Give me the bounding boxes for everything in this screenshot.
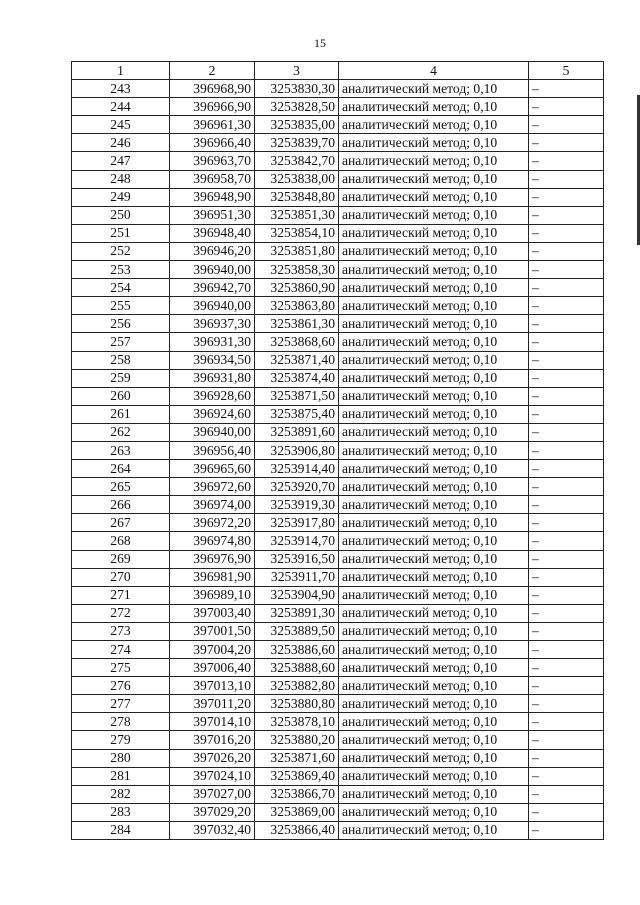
method-accuracy-cell: аналитический метод; 0,10 bbox=[339, 152, 529, 170]
x-coordinate-cell: 396961,30 bbox=[170, 116, 255, 134]
notes-cell: – bbox=[529, 478, 604, 496]
notes-cell: – bbox=[529, 677, 604, 695]
y-coordinate-cell: 3253838,00 bbox=[255, 170, 339, 188]
point-number-cell: 268 bbox=[72, 532, 170, 550]
method-accuracy-cell: аналитический метод; 0,10 bbox=[339, 315, 529, 333]
table-row bbox=[72, 568, 604, 586]
notes-cell: – bbox=[529, 351, 604, 369]
x-coordinate-cell: 396966,40 bbox=[170, 134, 255, 152]
point-number-cell: 258 bbox=[72, 351, 170, 369]
y-coordinate-cell: 3253889,50 bbox=[255, 622, 339, 640]
method-accuracy-cell: аналитический метод; 0,10 bbox=[339, 224, 529, 242]
notes-cell: – bbox=[529, 767, 604, 785]
page-number: 15 bbox=[314, 36, 326, 50]
y-coordinate-cell: 3253891,60 bbox=[255, 423, 339, 441]
point-number-cell: 261 bbox=[72, 405, 170, 423]
method-accuracy-cell: аналитический метод; 0,10 bbox=[339, 586, 529, 604]
point-number-cell: 269 bbox=[72, 550, 170, 568]
point-number-cell: 278 bbox=[72, 713, 170, 731]
method-accuracy-cell: аналитический метод; 0,10 bbox=[339, 80, 529, 98]
point-number-cell: 272 bbox=[72, 604, 170, 622]
table-row bbox=[72, 496, 604, 514]
notes-cell: – bbox=[529, 460, 604, 478]
y-coordinate-cell: 3253854,10 bbox=[255, 224, 339, 242]
method-accuracy-cell: аналитический метод; 0,10 bbox=[339, 441, 529, 459]
notes-cell: – bbox=[529, 333, 604, 351]
y-coordinate-cell: 3253888,60 bbox=[255, 659, 339, 677]
point-number-cell: 274 bbox=[72, 641, 170, 659]
table-row bbox=[72, 749, 604, 767]
table-row bbox=[72, 152, 604, 170]
method-accuracy-cell: аналитический метод; 0,10 bbox=[339, 242, 529, 260]
table-row bbox=[72, 188, 604, 206]
table-row bbox=[72, 297, 604, 315]
method-accuracy-cell: аналитический метод; 0,10 bbox=[339, 767, 529, 785]
x-coordinate-cell: 396974,80 bbox=[170, 532, 255, 550]
method-accuracy-cell: аналитический метод; 0,10 bbox=[339, 170, 529, 188]
table-row bbox=[72, 641, 604, 659]
notes-cell: – bbox=[529, 261, 604, 279]
method-accuracy-cell: аналитический метод; 0,10 bbox=[339, 496, 529, 514]
table-row bbox=[72, 206, 604, 224]
x-coordinate-cell: 396940,00 bbox=[170, 261, 255, 279]
method-accuracy-cell: аналитический метод; 0,10 bbox=[339, 568, 529, 586]
method-accuracy-cell: аналитический метод; 0,10 bbox=[339, 677, 529, 695]
notes-cell: – bbox=[529, 622, 604, 640]
table-row bbox=[72, 677, 604, 695]
x-coordinate-cell: 396968,90 bbox=[170, 80, 255, 98]
table-row bbox=[72, 441, 604, 459]
notes-cell: – bbox=[529, 514, 604, 532]
point-number-cell: 270 bbox=[72, 568, 170, 586]
y-coordinate-cell: 3253869,00 bbox=[255, 803, 339, 821]
x-coordinate-cell: 397016,20 bbox=[170, 731, 255, 749]
point-number-cell: 282 bbox=[72, 785, 170, 803]
notes-cell: – bbox=[529, 170, 604, 188]
table-row bbox=[72, 351, 604, 369]
notes-cell: – bbox=[529, 188, 604, 206]
y-coordinate-cell: 3253878,10 bbox=[255, 713, 339, 731]
header-cell-5: 5 bbox=[529, 62, 604, 80]
y-coordinate-cell: 3253861,30 bbox=[255, 315, 339, 333]
y-coordinate-cell: 3253919,30 bbox=[255, 496, 339, 514]
y-coordinate-cell: 3253886,60 bbox=[255, 641, 339, 659]
notes-cell: – bbox=[529, 695, 604, 713]
table-row bbox=[72, 224, 604, 242]
notes-cell: – bbox=[529, 586, 604, 604]
y-coordinate-cell: 3253871,60 bbox=[255, 749, 339, 767]
table-row bbox=[72, 622, 604, 640]
x-coordinate-cell: 396972,60 bbox=[170, 478, 255, 496]
notes-cell: – bbox=[529, 803, 604, 821]
table-body bbox=[72, 80, 604, 840]
notes-cell: – bbox=[529, 821, 604, 839]
table-row bbox=[72, 713, 604, 731]
method-accuracy-cell: аналитический метод; 0,10 bbox=[339, 532, 529, 550]
method-accuracy-cell: аналитический метод; 0,10 bbox=[339, 550, 529, 568]
table-row bbox=[72, 532, 604, 550]
x-coordinate-cell: 397004,20 bbox=[170, 641, 255, 659]
x-coordinate-cell: 396937,30 bbox=[170, 315, 255, 333]
point-number-cell: 244 bbox=[72, 98, 170, 116]
table-row bbox=[72, 785, 604, 803]
notes-cell: – bbox=[529, 279, 604, 297]
method-accuracy-cell: аналитический метод; 0,10 bbox=[339, 188, 529, 206]
method-accuracy-cell: аналитический метод; 0,10 bbox=[339, 785, 529, 803]
coordinates-table bbox=[71, 61, 604, 840]
y-coordinate-cell: 3253866,40 bbox=[255, 821, 339, 839]
header-cell-2: 2 bbox=[170, 62, 255, 80]
point-number-cell: 267 bbox=[72, 514, 170, 532]
y-coordinate-cell: 3253842,70 bbox=[255, 152, 339, 170]
y-coordinate-cell: 3253839,70 bbox=[255, 134, 339, 152]
notes-cell: – bbox=[529, 604, 604, 622]
point-number-cell: 251 bbox=[72, 224, 170, 242]
notes-cell: – bbox=[529, 713, 604, 731]
table-row bbox=[72, 333, 604, 351]
table-row bbox=[72, 315, 604, 333]
method-accuracy-cell: аналитический метод; 0,10 bbox=[339, 659, 529, 677]
header-cell-1: 1 bbox=[72, 62, 170, 80]
x-coordinate-cell: 396963,70 bbox=[170, 152, 255, 170]
method-accuracy-cell: аналитический метод; 0,10 bbox=[339, 478, 529, 496]
method-accuracy-cell: аналитический метод; 0,10 bbox=[339, 622, 529, 640]
x-coordinate-cell: 397011,20 bbox=[170, 695, 255, 713]
point-number-cell: 243 bbox=[72, 80, 170, 98]
y-coordinate-cell: 3253891,30 bbox=[255, 604, 339, 622]
point-number-cell: 260 bbox=[72, 387, 170, 405]
point-number-cell: 256 bbox=[72, 315, 170, 333]
notes-cell: – bbox=[529, 297, 604, 315]
table-row bbox=[72, 659, 604, 677]
point-number-cell: 277 bbox=[72, 695, 170, 713]
method-accuracy-cell: аналитический метод; 0,10 bbox=[339, 460, 529, 478]
y-coordinate-cell: 3253871,40 bbox=[255, 351, 339, 369]
method-accuracy-cell: аналитический метод; 0,10 bbox=[339, 134, 529, 152]
table-row bbox=[72, 369, 604, 387]
x-coordinate-cell: 396966,90 bbox=[170, 98, 255, 116]
point-number-cell: 246 bbox=[72, 134, 170, 152]
table-row bbox=[72, 279, 604, 297]
table-row bbox=[72, 242, 604, 260]
point-number-cell: 276 bbox=[72, 677, 170, 695]
y-coordinate-cell: 3253851,30 bbox=[255, 206, 339, 224]
x-coordinate-cell: 396976,90 bbox=[170, 550, 255, 568]
method-accuracy-cell: аналитический метод; 0,10 bbox=[339, 749, 529, 767]
x-coordinate-cell: 396956,40 bbox=[170, 441, 255, 459]
y-coordinate-cell: 3253869,40 bbox=[255, 767, 339, 785]
y-coordinate-cell: 3253851,80 bbox=[255, 242, 339, 260]
y-coordinate-cell: 3253917,80 bbox=[255, 514, 339, 532]
notes-cell: – bbox=[529, 423, 604, 441]
point-number-cell: 273 bbox=[72, 622, 170, 640]
notes-cell: – bbox=[529, 405, 604, 423]
notes-cell: – bbox=[529, 369, 604, 387]
point-number-cell: 250 bbox=[72, 206, 170, 224]
point-number-cell: 279 bbox=[72, 731, 170, 749]
point-number-cell: 264 bbox=[72, 460, 170, 478]
y-coordinate-cell: 3253911,70 bbox=[255, 568, 339, 586]
table-row bbox=[72, 731, 604, 749]
notes-cell: – bbox=[529, 98, 604, 116]
x-coordinate-cell: 396946,20 bbox=[170, 242, 255, 260]
x-coordinate-cell: 396931,80 bbox=[170, 369, 255, 387]
method-accuracy-cell: аналитический метод; 0,10 bbox=[339, 98, 529, 116]
y-coordinate-cell: 3253916,50 bbox=[255, 550, 339, 568]
x-coordinate-cell: 397001,50 bbox=[170, 622, 255, 640]
y-coordinate-cell: 3253920,70 bbox=[255, 478, 339, 496]
point-number-cell: 255 bbox=[72, 297, 170, 315]
y-coordinate-cell: 3253868,60 bbox=[255, 333, 339, 351]
point-number-cell: 265 bbox=[72, 478, 170, 496]
point-number-cell: 281 bbox=[72, 767, 170, 785]
point-number-cell: 248 bbox=[72, 170, 170, 188]
notes-cell: – bbox=[529, 80, 604, 98]
method-accuracy-cell: аналитический метод; 0,10 bbox=[339, 116, 529, 134]
point-number-cell: 284 bbox=[72, 821, 170, 839]
y-coordinate-cell: 3253835,00 bbox=[255, 116, 339, 134]
table-row bbox=[72, 550, 604, 568]
notes-cell: – bbox=[529, 496, 604, 514]
table-row bbox=[72, 134, 604, 152]
y-coordinate-cell: 3253828,50 bbox=[255, 98, 339, 116]
x-coordinate-cell: 396942,70 bbox=[170, 279, 255, 297]
notes-cell: – bbox=[529, 387, 604, 405]
table-row bbox=[72, 803, 604, 821]
table-row bbox=[72, 460, 604, 478]
method-accuracy-cell: аналитический метод; 0,10 bbox=[339, 514, 529, 532]
y-coordinate-cell: 3253875,40 bbox=[255, 405, 339, 423]
table-row bbox=[72, 387, 604, 405]
notes-cell: – bbox=[529, 659, 604, 677]
method-accuracy-cell: аналитический метод; 0,10 bbox=[339, 206, 529, 224]
x-coordinate-cell: 396931,30 bbox=[170, 333, 255, 351]
notes-cell: – bbox=[529, 152, 604, 170]
x-coordinate-cell: 396965,60 bbox=[170, 460, 255, 478]
y-coordinate-cell: 3253914,40 bbox=[255, 460, 339, 478]
point-number-cell: 257 bbox=[72, 333, 170, 351]
x-coordinate-cell: 396924,60 bbox=[170, 405, 255, 423]
notes-cell: – bbox=[529, 749, 604, 767]
table-row bbox=[72, 261, 604, 279]
point-number-cell: 283 bbox=[72, 803, 170, 821]
x-coordinate-cell: 396948,40 bbox=[170, 224, 255, 242]
x-coordinate-cell: 396981,90 bbox=[170, 568, 255, 586]
table-row bbox=[72, 170, 604, 188]
x-coordinate-cell: 396948,90 bbox=[170, 188, 255, 206]
y-coordinate-cell: 3253848,80 bbox=[255, 188, 339, 206]
table-row bbox=[72, 514, 604, 532]
table-row bbox=[72, 695, 604, 713]
method-accuracy-cell: аналитический метод; 0,10 bbox=[339, 297, 529, 315]
x-coordinate-cell: 397027,00 bbox=[170, 785, 255, 803]
point-number-cell: 280 bbox=[72, 749, 170, 767]
method-accuracy-cell: аналитический метод; 0,10 bbox=[339, 641, 529, 659]
y-coordinate-cell: 3253904,90 bbox=[255, 586, 339, 604]
notes-cell: – bbox=[529, 785, 604, 803]
notes-cell: – bbox=[529, 550, 604, 568]
table-row bbox=[72, 98, 604, 116]
method-accuracy-cell: аналитический метод; 0,10 bbox=[339, 695, 529, 713]
notes-cell: – bbox=[529, 242, 604, 260]
y-coordinate-cell: 3253860,90 bbox=[255, 279, 339, 297]
method-accuracy-cell: аналитический метод; 0,10 bbox=[339, 731, 529, 749]
method-accuracy-cell: аналитический метод; 0,10 bbox=[339, 713, 529, 731]
y-coordinate-cell: 3253858,30 bbox=[255, 261, 339, 279]
y-coordinate-cell: 3253914,70 bbox=[255, 532, 339, 550]
notes-cell: – bbox=[529, 568, 604, 586]
y-coordinate-cell: 3253874,40 bbox=[255, 369, 339, 387]
y-coordinate-cell: 3253866,70 bbox=[255, 785, 339, 803]
x-coordinate-cell: 397032,40 bbox=[170, 821, 255, 839]
header-cell-3: 3 bbox=[255, 62, 339, 80]
method-accuracy-cell: аналитический метод; 0,10 bbox=[339, 604, 529, 622]
point-number-cell: 262 bbox=[72, 423, 170, 441]
method-accuracy-cell: аналитический метод; 0,10 bbox=[339, 279, 529, 297]
method-accuracy-cell: аналитический метод; 0,10 bbox=[339, 423, 529, 441]
method-accuracy-cell: аналитический метод; 0,10 bbox=[339, 369, 529, 387]
point-number-cell: 252 bbox=[72, 242, 170, 260]
x-coordinate-cell: 396951,30 bbox=[170, 206, 255, 224]
method-accuracy-cell: аналитический метод; 0,10 bbox=[339, 405, 529, 423]
table-row bbox=[72, 767, 604, 785]
point-number-cell: 253 bbox=[72, 261, 170, 279]
notes-cell: – bbox=[529, 532, 604, 550]
method-accuracy-cell: аналитический метод; 0,10 bbox=[339, 261, 529, 279]
notes-cell: – bbox=[529, 315, 604, 333]
header-cell-4: 4 bbox=[339, 62, 529, 80]
point-number-cell: 247 bbox=[72, 152, 170, 170]
method-accuracy-cell: аналитический метод; 0,10 bbox=[339, 333, 529, 351]
x-coordinate-cell: 397024,10 bbox=[170, 767, 255, 785]
table-row bbox=[72, 116, 604, 134]
point-number-cell: 263 bbox=[72, 441, 170, 459]
x-coordinate-cell: 397026,20 bbox=[170, 749, 255, 767]
y-coordinate-cell: 3253871,50 bbox=[255, 387, 339, 405]
x-coordinate-cell: 396974,00 bbox=[170, 496, 255, 514]
notes-cell: – bbox=[529, 116, 604, 134]
y-coordinate-cell: 3253830,30 bbox=[255, 80, 339, 98]
notes-cell: – bbox=[529, 206, 604, 224]
x-coordinate-cell: 396958,70 bbox=[170, 170, 255, 188]
notes-cell: – bbox=[529, 224, 604, 242]
table-row bbox=[72, 80, 604, 98]
table-row bbox=[72, 586, 604, 604]
notes-cell: – bbox=[529, 134, 604, 152]
table-row bbox=[72, 478, 604, 496]
x-coordinate-cell: 396972,20 bbox=[170, 514, 255, 532]
x-coordinate-cell: 396940,00 bbox=[170, 297, 255, 315]
point-number-cell: 254 bbox=[72, 279, 170, 297]
table-row bbox=[72, 821, 604, 839]
table-row bbox=[72, 423, 604, 441]
x-coordinate-cell: 396989,10 bbox=[170, 586, 255, 604]
x-coordinate-cell: 397014,10 bbox=[170, 713, 255, 731]
table-row bbox=[72, 405, 604, 423]
x-coordinate-cell: 397013,10 bbox=[170, 677, 255, 695]
method-accuracy-cell: аналитический метод; 0,10 bbox=[339, 821, 529, 839]
point-number-cell: 266 bbox=[72, 496, 170, 514]
x-coordinate-cell: 397003,40 bbox=[170, 604, 255, 622]
y-coordinate-cell: 3253882,80 bbox=[255, 677, 339, 695]
table-row bbox=[72, 604, 604, 622]
x-coordinate-cell: 396940,00 bbox=[170, 423, 255, 441]
method-accuracy-cell: аналитический метод; 0,10 bbox=[339, 803, 529, 821]
notes-cell: – bbox=[529, 731, 604, 749]
x-coordinate-cell: 396928,60 bbox=[170, 387, 255, 405]
point-number-cell: 271 bbox=[72, 586, 170, 604]
method-accuracy-cell: аналитический метод; 0,10 bbox=[339, 351, 529, 369]
table-header-row bbox=[72, 62, 604, 80]
method-accuracy-cell: аналитический метод; 0,10 bbox=[339, 387, 529, 405]
point-number-cell: 259 bbox=[72, 369, 170, 387]
notes-cell: – bbox=[529, 441, 604, 459]
point-number-cell: 249 bbox=[72, 188, 170, 206]
y-coordinate-cell: 3253880,80 bbox=[255, 695, 339, 713]
x-coordinate-cell: 397029,20 bbox=[170, 803, 255, 821]
y-coordinate-cell: 3253880,20 bbox=[255, 731, 339, 749]
x-coordinate-cell: 397006,40 bbox=[170, 659, 255, 677]
notes-cell: – bbox=[529, 641, 604, 659]
y-coordinate-cell: 3253906,80 bbox=[255, 441, 339, 459]
y-coordinate-cell: 3253863,80 bbox=[255, 297, 339, 315]
point-number-cell: 275 bbox=[72, 659, 170, 677]
x-coordinate-cell: 396934,50 bbox=[170, 351, 255, 369]
point-number-cell: 245 bbox=[72, 116, 170, 134]
